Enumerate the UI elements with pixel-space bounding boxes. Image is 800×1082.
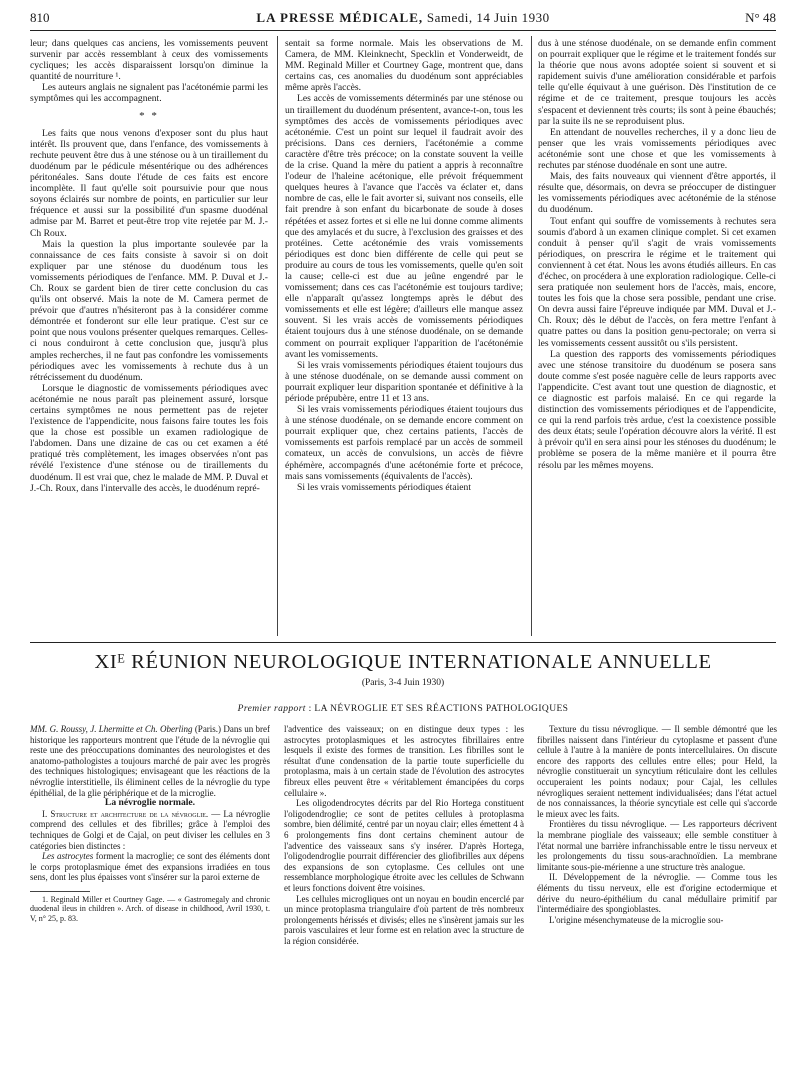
paragraph: Lorsque le diagnostic de vomissements périodiques avec acétonémie ne nous paraît pas pleinement assuré, lorsque certains symptômes ne nous permettent pas de rejeter l'existence de l'appendicite, nous faisons faire toutes les fois que la chose est possible un examen radiologique de l'abdomen. Dans une dizaine de cas ou cet examen a été pratiqué très complètement, les images observées n'ont pas révélé l'existence d'une sténose ou de tiraillements du duodénum. Il est vrai que, chez le malade de MM. P. Duval et J.-Ch. Roux, dans l'intervalle des accès, le duodénum repré- [30, 382, 268, 494]
paragraph: Les auteurs anglais ne signalent pas l'acétonémie parmi les symptômes qui les accompagnent. [30, 82, 268, 105]
header-rule [30, 30, 776, 31]
issue-date: Samedi, 14 Juin 1930 [426, 10, 550, 25]
paragraph: Les accès de vomissements déterminés par une sténose ou un tiraillement du duodénum présentent, avance-t-on, tous les symptômes des accès de vomissements périodiques avec acétonémie. C'est un point sur lequel il faudrait avoir des précisions. Dans ces derniers, l'acétonémie a comme caractère d'être très précoce; on la constate souvent la veille de la crise. Quand la mère du patient a appris à reconnaître l'odeur de l'haleine acétonique, elle prévoit fréquemment quelques heures à l'avance que l'accès va éclater et, dans nombre de cas, elle le fait avorter si, suivant nos conseils, elle fait prendre à son enfant du bicarbonate de soude à doses répétées et assez fortes et si elle ne lui donne comme aliments que des amylacés et du sucre, à l'exclusion des graisses et des protéines. Cette acétonémie des vrais vomissements périodiques est donc bien différente de celle qui peut se produire au cours de tous les vomissements, quelle qu'en soit la cause; celle-ci est due au jeûne engendré par le vomissement; dans ces cas l'acétonémie est toujours tardive; elle n'apparaît qu'assez longtemps après le début des vomissements et elle est légère; d'ailleurs elle manque assez souvent. Si les vrais accès de vomissements périodiques étaient toujours dus à une sténose duodénale, on se demande comment on pourrait expliquer l'apparition de l'acétonémie avant les vomissements. [285, 93, 523, 360]
paragraph: dus à une sténose duodénale, on se demande enfin comment on pourrait expliquer que le régime et le traitement fondés sur la théorie que nous avons adoptée soient si souvent et si rapidement suivis d'une amélioration considérable et parfois telle qu'elle équivaut à une guérison. Dès l'institution de ce régime et de ce traitement, presque toujours les accès s'espacent et deviennent très courts; ils sont à peine ébauchés; par la suite ils ne se reproduisent plus. [538, 38, 776, 127]
column-divider [531, 36, 532, 636]
journal-header [30, 10, 776, 26]
page-number: 810 [30, 10, 50, 25]
section-separator: * * [139, 109, 159, 122]
authors: MM. G. Roussy, J. Lhermitte et Ch. Oberling [30, 724, 193, 734]
paragraph: II. Développement de la névroglie. — Comme tous les éléments du tissu nerveux, elle est d'origine ectodermique et dérive du neuro-épithélium du canal médullaire primitif par l'intermédiaire des spongioblastes. [537, 872, 777, 915]
rapport-text: : LA NÉVROGLIE ET SES RÉACTIONS PATHOLOGIQUES [308, 704, 569, 714]
paragraph: Les faits que nous venons d'exposer sont du plus haut intérêt. Ils prouvent que, dans l'enfance, des vomissements à rechute peuvent être dus à une sténose ou à un tiraillement du duodénum par le pédicule mésentérique ou des adhérences péritonéales. Sans doute l'étude de ces faits est encore incomplète. Il faut qu'elle soit poursuivie pour que nous soyons éclairés sur nombre de points, en particulier sur leur fréquence et aussi sur la possibilité d'un spasme duodénal admise par M. Barret et peut-être trop vite rejetée par M. J.-Ch Roux. [30, 127, 268, 239]
paragraph: sentait sa forme normale. Mais les observations de M. Camera, de MM. Kleinknecht, Specklin et Vonderweidt, de MM. Reginald Miller et Courtney Gage, montrent que, dans certains cas, ces anomalies du duodénum sont appréciables même après l'accès. [285, 38, 523, 94]
paragraph: Les oligodendrocytes décrits par del Rio Hortega constituent l'oligodendroglie; ce sont de petites cellules à protoplasma sombre, bien délimité, centré par un noyau clair; elles émettent 4 à 6 prolongements fins dont certains cheminent autour de l'adventice des vaisseaux sans s'y insérer. D'après Hortega, l'oligodendroglie pourrait différencier des gliofibrilles aux dépens des expansions de son cytoplasme. Ces cellules ont une ressemblance morphologique étroite avec les cellules de Schwann et leurs fonctions doivent être voisines. [284, 798, 524, 893]
footnote-rule [30, 891, 90, 892]
rapport-heading [30, 704, 776, 714]
bottom-column-2 [284, 724, 524, 1076]
paragraph [30, 851, 270, 883]
paragraph-text: forment la macroglie; ce sont des éléments dont le corps protoplasmique émet des expansions irradiées en tous sens, dont les plus épaisses vont s'insérer sur la paroi externe de [30, 851, 270, 883]
paragraph: Tout enfant qui souffre de vomissements à rechutes sera soumis d'abord à un examen clinique complet. Si cet examen conduit à penser qu'il s'agit de vrais vomissements périodiques, on prescrira le régime et le traitement qui conviennent à cet état. Nous les avons étudiés ailleurs. En cas d'échec, on procédera à une exploration radiologique. Celle-ci sera pratiquée non seulement hors de l'accès, mais, encore, toutes les fois que la chose sera possible, pendant une crise. On devra aussi faire l'épreuve indiquée par MM. Duval et J.-Ch. Roux; dès le début de l'accès, on fera mettre l'enfant à quatre pattes ou dans la position genu-pectorale; on verra si les vomissements cessent aussitôt ou s'ils persistent. [538, 215, 776, 349]
paragraph: En attendant de nouvelles recherches, il y a donc lieu de penser que les vrais vomissements périodiques avec acétonémie sont une chose et que les vomissements à rechutes par sténose duodénale en sont une autre. [538, 126, 776, 172]
bottom-column-1 [30, 724, 270, 1076]
paragraph-heading: I. Structure et architecture de la névroglie. [42, 808, 209, 819]
paragraph: Mais, des faits nouveaux qui viennent d'être apportés, il résulte que, désormais, on devra se préoccuper de distinguer les vomissements périodiques avec acétonémie de la sténose du duodénum. [538, 171, 776, 216]
top-column-3 [538, 38, 776, 636]
footnote: 1. Reginald Miller et Courtney Gage. — « Gastromegaly and chronic duodenal ileus in children ». Arch. of disease in childhood, Avril 1930, t. V, n° 25, p. 83. [30, 894, 270, 923]
paragraph-heading: Les astrocytes [42, 851, 94, 862]
paragraph [30, 724, 270, 798]
paragraph: l'adventice des vaisseaux; on en distingue deux types : les astrocytes protoplasmiques et les astrocytes fibrillaires entre lesquels il existe des formes de transition. Les fibrilles sont le résultat d'une condensation de la partie toute superficielle du protoplasma, mais à un certain stade de l'évolution des astrocytes fibreux elles peuvent être « véritablement émancipées du corps cellulaire ». [284, 724, 524, 798]
paragraph: leur; dans quelques cas anciens, les vomissements peuvent survenir par accès ressemblant à ceux des vomissements cycliques; les accès disparaissent lorsqu'on diminue la quantité de nourriture ¹. [30, 38, 268, 83]
paragraph: Mais la question la plus importante soulevée par la connaissance de ces faits consiste à savoir si on doit expliquer par une sténose du duodénum tous les vomissements périodiques de l'enfance. MM. P. Duval et J.-Ch. Roux se gardent bien de tirer cette conclusion du cas qu'ils ont observé. Mais la note de M. Camera permet de prévoir que d'autres n'hésiteront pas à la considérer comme démontrée et fonderont sur elle leur pratique. C'est sur ce point que nous voulons présenter quelques remarques. Celles-ci nous conduiront à cette conclusion que, jusqu'à plus amples recherches, il ne faut pas confondre les vomissements périodiques avec les vomissements à rechute dus à un rétrécissement du duodénum. [30, 238, 268, 383]
paragraph: L'origine mésenchymateuse de la microglie sou- [549, 914, 724, 925]
rapport-label: Premier rapport [237, 704, 306, 714]
paragraph: Si les vrais vomissements périodiques étaient toujours dus à une sténose duodénale, on se demande encore comment on pourrait expliquer que, chez certains patients, l'accès de vomissements est parfois remplacé par un accès de sommeil comateux, un accès de convulsions, un accès de fièvre éphémère, accompagnés d'une acétonémie forte et précoce, mais sans vomissements (équivalents de l'accès). [285, 404, 523, 482]
paragraph: La question des rapports des vomissements périodiques avec une sténose transitoire du duodénum se posera sans doute comme s'est posée naguère celle de leurs rapports avec l'appendicite. C'est avant tout une question de diagnostic, et ce diagnostic est parfois malaisé. En ce qui regarde la distinction des vomissements périodiques et de l'appendicite, ce qui la rend parfois très ardue, c'est la coexistence possible des deux états; seule l'opération découvre alors la vérité. Il est à prévoir qu'il en sera ainsi pour les sténoses du duodénum; le problème se posera de la même manière et il pourra être résolu par les mêmes moyens. [538, 348, 776, 471]
bottom-column-3 [537, 724, 777, 1076]
paragraph: Si les vrais vomissements périodiques étaient toujours dus à une sténose duodénale, on se demande aussi comment on pourrait expliquer leur disparition spontanée et définitive à la période prépubère, entre 11 et 13 ans. [285, 359, 523, 404]
issue-number: N° 48 [745, 10, 776, 25]
paragraph: Si les vrais vomissements périodiques étaient [297, 481, 471, 493]
paragraph: Les cellules microgliques ont un noyau en boudin encerclé par un mince protoplasma triangulaire d'où partent de très nombreux prolongements hérissés et divisés; elles ne s'insèrent jamais sur les parois vasculaires et leur forme est en relation avec la structure de la région considérée. [284, 893, 524, 946]
top-column-1 [30, 38, 268, 636]
subheading: La névroglie normale. [104, 797, 196, 809]
paragraph [30, 809, 270, 851]
column-divider [277, 36, 278, 636]
paragraph: Frontières du tissu névroglique. — Les rapporteurs décrivent la membrane piogliale des vaisseaux; elle semble constituer à l'état normal une barrière infranchissable entre le tissu nerveux et les prolongements du tissu sous-arachnoïdien. La membrane limitante sous-pie-mérienne a une structure très analogue. [537, 819, 777, 872]
section-rule [30, 642, 776, 643]
paragraph-text: — La névroglie comprend des cellules et des fibrilles; grâce à l'emploi des techniques de Golgi et de Cajal, on peut diviser les cellules en 3 catégories bien distinctes : [30, 808, 270, 851]
intro-text: (Paris.) Dans un bref historique les rapporteurs montrent que l'étude de la névroglie qui reste une des préoccupations dominantes des neurologistes et des anatomo-pathologistes a toujours marché de pair avec les progrès des techniques histologiques; envisageant que les réactions de la névroglie interstitielle, ils éliminent celles de la névroglie du type épithélial, de la glie périphérique et de la microglie. [30, 724, 270, 798]
paragraph: Texture du tissu névroglique. — Il semble démontré que les fibrilles naissent dans l'intérieur du cytoplasme et passent d'une cellule à l'autre à la manière de ponts intercellulaires. On discute encore des rapports des cellules entre elles; pour Held, la névroglie constituerait un syncytium réticulaire dont les cellules occuperaient les points nodaux; pour Cajal, les cellules névrogliques seraient nettement individualisées; dans l'état actuel de nos connaissances, la théorie syncytiale est celle qui s'accorde le mieux avec les faits. [537, 724, 777, 819]
section-title: XIᴱ RÉUNION NEUROLOGIQUE INTERNATIONALE ANNUELLE [94, 651, 712, 673]
top-column-2 [285, 38, 523, 636]
section-subtitle: (Paris, 3-4 Juin 1930) [361, 678, 445, 688]
page-header [30, 8, 776, 30]
journal-name: LA PRESSE MÉDICALE, [256, 10, 424, 25]
